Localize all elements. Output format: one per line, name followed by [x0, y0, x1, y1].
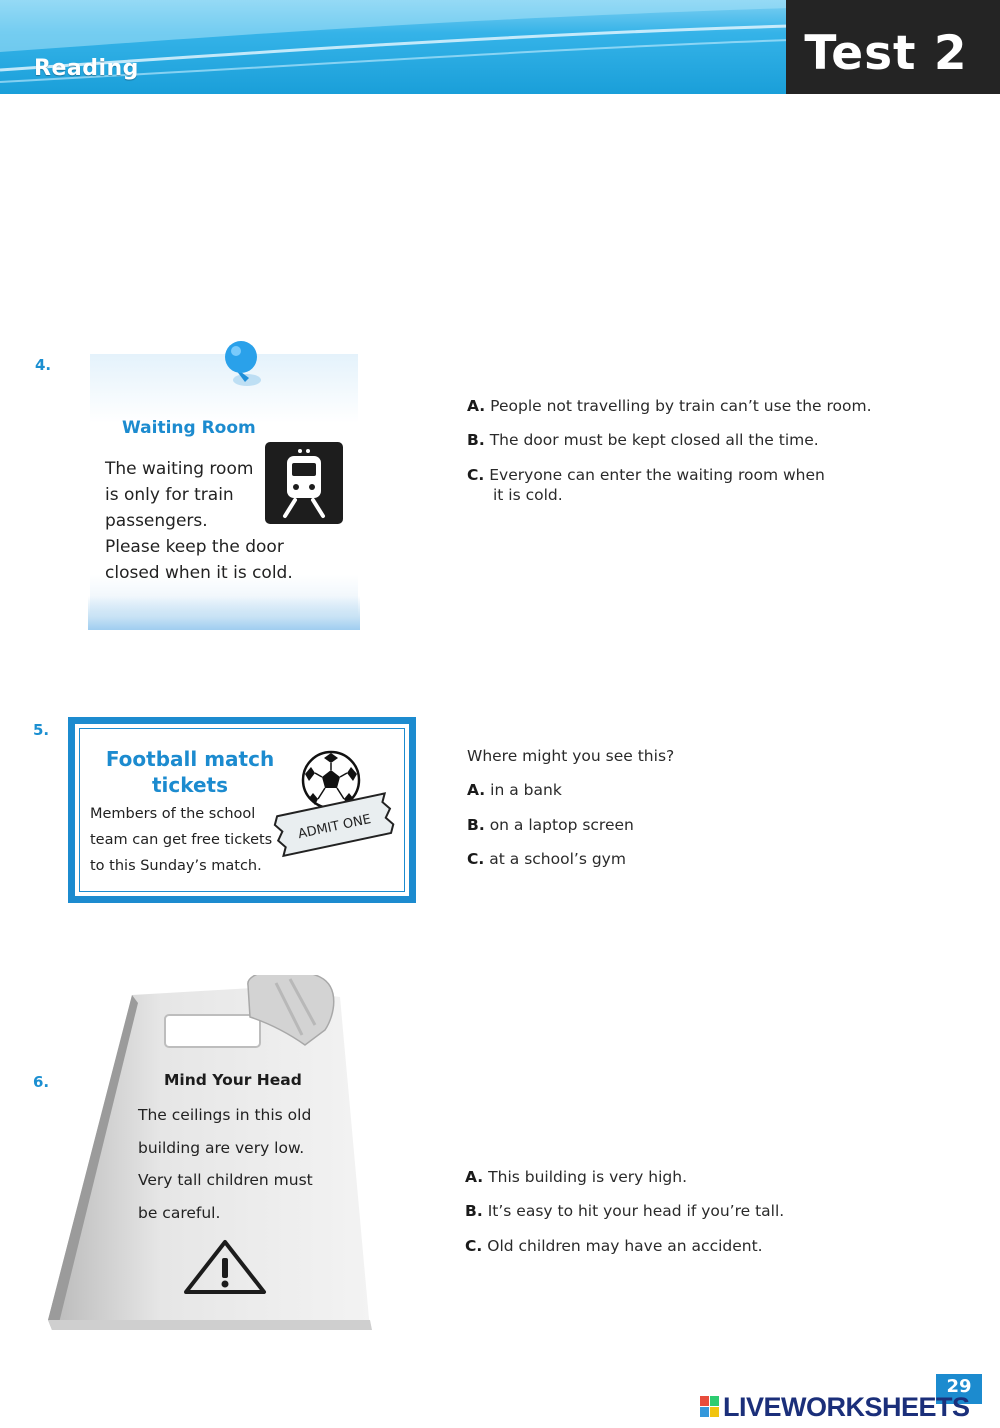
test-title: Test 2 [804, 26, 968, 81]
option-text-continued: it is cold. [493, 486, 563, 504]
ticket-title-line: tickets [151, 773, 229, 797]
question-number: 6. [33, 1073, 50, 1091]
ticket-line: team can get free tickets [90, 832, 273, 848]
train-icon [265, 442, 343, 524]
option-text: Old children may have an accident. [487, 1237, 763, 1255]
ticket-icon [270, 782, 405, 862]
option-text: at a school’s gym [489, 850, 626, 868]
option-a[interactable] [467, 780, 562, 800]
page-number: 29 [946, 1376, 972, 1397]
sign-title: Mind Your Head [164, 1071, 302, 1089]
option-a[interactable] [467, 396, 872, 416]
option-letter: C. [467, 850, 485, 868]
pushpin-icon [219, 340, 265, 396]
option-text: The door must be kept closed all the time. [489, 431, 819, 449]
option-c[interactable] [465, 1236, 763, 1256]
option-b[interactable] [467, 815, 634, 835]
note-shadow [88, 596, 360, 630]
option-b[interactable] [467, 430, 819, 450]
ticket-title [90, 746, 290, 798]
sign-line: building are very low. [138, 1138, 305, 1157]
sign-line: be careful. [138, 1203, 221, 1222]
option-c[interactable] [467, 849, 626, 869]
sign-line: The ceilings in this old [138, 1106, 312, 1124]
note-line: passengers. [105, 511, 208, 531]
option-b[interactable] [465, 1201, 784, 1221]
option-letter: A. [467, 397, 486, 415]
option-letter: B. [467, 816, 485, 834]
option-text: in a bank [490, 781, 562, 799]
liveworksheets-brand[interactable]: LIVEWORKSHEETS [723, 1392, 970, 1422]
question-prompt: Where might you see this? [467, 747, 675, 765]
liveworksheets-logo-icon [700, 1396, 720, 1418]
option-letter: B. [467, 431, 485, 449]
sign-line: Very tall children must [138, 1171, 313, 1189]
option-letter: A. [467, 781, 486, 799]
option-c[interactable] [467, 465, 825, 505]
note-line: The waiting room [105, 459, 254, 479]
option-text: People not travelling by train can’t use the room. [490, 397, 872, 415]
ticket-stub-text: ADMIT ONE [296, 812, 373, 843]
ticket-text [90, 801, 280, 879]
section-label: Reading [34, 56, 139, 81]
option-text: This building is very high. [488, 1168, 687, 1186]
question-number: 5. [33, 721, 50, 739]
ticket-line: Members of the school [90, 806, 256, 822]
warning-icon [182, 1238, 268, 1296]
option-letter: C. [467, 466, 485, 484]
option-a[interactable] [465, 1167, 687, 1187]
option-letter: A. [465, 1168, 484, 1186]
option-text: It’s easy to hit your head if you’re tall. [487, 1202, 785, 1220]
option-letter: C. [465, 1237, 483, 1255]
ticket-title-line: Football match [105, 747, 275, 771]
note-line: Please keep the door [105, 537, 284, 557]
note-line: is only for train [105, 485, 234, 505]
sign-text [138, 1099, 358, 1229]
note-line: closed when it is cold. [105, 563, 293, 583]
option-text: on a laptop screen [489, 816, 634, 834]
question-number: 4. [35, 356, 52, 374]
note-title: Waiting Room [122, 418, 256, 438]
ticket-line: to this Sunday’s match. [90, 858, 262, 874]
option-text: Everyone can enter the waiting room when [489, 466, 825, 484]
option-letter: B. [465, 1202, 483, 1220]
